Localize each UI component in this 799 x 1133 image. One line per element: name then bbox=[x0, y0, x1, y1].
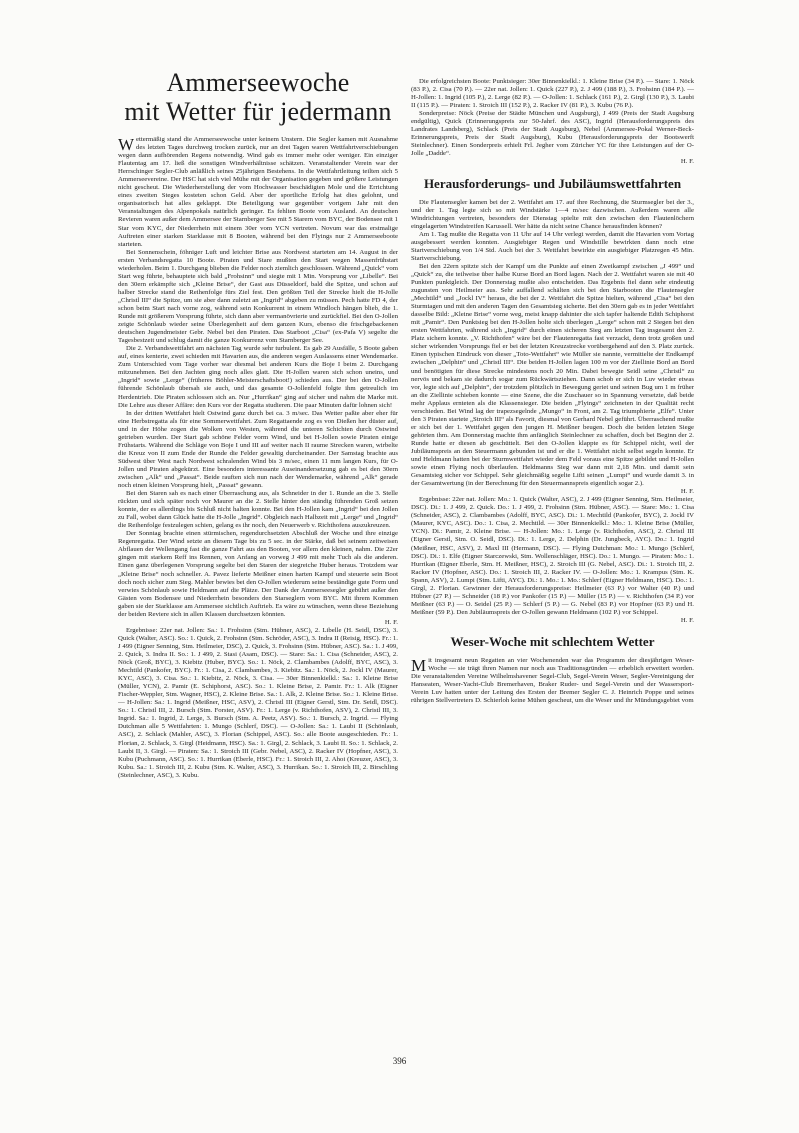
paragraph: Der Sonntag brachte einen stürmischen, regendurchsetzten Abschluß der Woche und ihre einzige Regenregatta. Der Wind setzte an diesem Tage bis zu 5 sec. in der Stärke, daß bei seinem zeitweisen Abflauen der Wellengang fast die ganze Fahrt aus den Booten, vor allem den kleinen, nahm. Die 22er gingen mit starkem Reff ins Rennen, von Anfang an vorweg J 499 mit mehr Tuch als die anderen. Einen ganz überlegenen Vorsprung segelte bei den Staren der siegreiche Huber heraus. Trotzdem war „Kleine Brise“ noch schneller. A. Pavez lieferte Meißner einen harten Kampf und steuerte sein Boot doch noch sicher zum Sieg. Mahler bewies bei den O-Jollen wiederum seine beständige gute Form und verwies Schönlaub sowie Heldmann auf die Plätze. Der Dank der Ammerseesegler gebührt außer den Gästen vom Bodensee und Niederrhein besonders den Starseglern vom BYC. Mit ihrem Kommen gaben sie der Starklasse am Ammersee sichtlich Auftrieb. Es wäre zu wünschen, wenn diese Beziehung der beiden Reviere sich in allen Klassen durchsetzen könnten. bbox=[118, 530, 398, 618]
article-body-ammerseewoche bbox=[118, 136, 398, 780]
results-paragraph: Ergebnisse: 22er nat. Jollen: Sa.: 1. Frohsinn (Stm. Hübner, ASC), 2. Libelle (H. Seidl, DSC), 3. Quick (Walter, ASC). So.: 1. Quick, 2. Frohsinn (Stm. Schröder, ASC), 3. Indra II (Reisig, HSC). Fr.: 1. J 499 (Eigner Senning, Stm. Heilmeier, DSC), 2. Quick, 3. Frohsinn (Stm. Hübner, ASC). Sa.: 1. J 499, 2. Quick, 3. Indra II. So.: 1. J 499, 2. Stasi (Asam, DSC). — Stare: Sa.: 1. Cisa (Schneider, ASC), 2. Nöck (Groß, BYC), 3. Kiebitz (Huber, BYC). So.: 1. Nöck, 2. Clambambes (Adolff, BYC, ASC), 3. Mechtild (Pankofer, BYC). Fr.: 1. Cisa, 2. Clambambes, 3. Kiebitz. Sa.: 1. Nöck, 2. Jockl IV (Maurer, KYC, ASC), 3. Cisa. So.: 1. Kiebitz, 2. Nöck, 3. Cisa. — 30er Binnenkielkl.: Sa.: 1. Kleine Brise (Müller, YCN), 2. Pamir (E. Schiphorst, ASC). So.: 1. Kleine Brise, 2. Pamir. Fr.: 1. Alk (Eigner Fischer-Weppler, Stm. Wagner, HSC), 2. Kleine Brise. Sa.: 1. Alk, 2. Kleine Brise. So.: 1. Kleine Brise. — H-Jollen: Sa.: 1. Ingrid (Meißner, HSC, ASV), 2. Christl III (Eigner Gerstl, Stm. Dr. Seidl, DSC). So.: 1. Christl III, 2. Bursch (Stm. Forster, ASV). Fr.: 1. Lerge (v. Richthofen, ASV), 2. Christl III, 3. Ingrid. Sa.: 1. Ingrid, 2. Lerge, 3. Bursch (Stm. A. Peetz, ASV). So.: 1. Bursch, 2. Ingrid. — Flying Dutchman alle 5 Wettfahrten: 1. Mungo (Schlerf, DSC). — O-Jollen: Sa.: 1. Laubi II (Schönlaub, ASC), 2. Schlack (Mahler, ASC), 3. Florian (Schippel, ASC). So.: alle Boote ausgeschieden. Fr.: 1. Florian, 2. Schlack, 3. Girgl (Heidmann, HSC). Sa.: 1. Girgl, 2. Schlack, 3. Laubi II. So.: 1. Schlack, 2. Laubi II, 3. Girgl. — Piraten: Sa.: 1. Stroich III (Gebr. Nebel, ASC), 2. Racker IV (Hopfner, ASC), 3. Kubu (Puchmann, ASC). So.: 1. Hurrikan (Eberle, HSC). Fr.: 1. Stroich III, 2. Ahoi (Kreuzer, ASC), 3. Kubu. Sa.: 1. Stroich III, 2. Kubu (Stm. K. Walter, ASC), 3. Hurrikan. So.: 1. Stroich III, 2. Birschling (Steinlechner, ASC), 3. Kubu. bbox=[118, 626, 398, 779]
paragraph: In der dritten Wettfahrt hielt Ostwind ganz durch bei ca. 3 m/sec. Das Wetter paßte aber eher für eine Herbstregatta als für eine Sommerwettfahrt. Zum Regattaende zog es von Dießen her düster auf, und in der Höhe zogen die Wolken von Westen, während die unteren Schichten durch Ostwind getrieben wurden. Der Start gab schöne Felder vorm Wind, und bei H-Jollen sowie Piraten einige Frühstarts. Während die Schläge von Boje I und III auf weiter nach II raume Strecken waren, wirbelte die Kreuz von II zum Ende der Runde die Felder gewaltig durcheinander. Der Samstag brachte aus Südwest über West nach Nordwest schralenden Wind bis 3 m/sec, einen 11 mm langen Kurs, für O-Jollen und Piraten abgekürzt. Eine besonders interessante Auseinandersetzung gab es bei den 30ern zwischen „Alk“ und „Passat“. Beide rauften sich nun nach der Wendemarke, während „Alk“ gerade noch einen kleinen Vorsprung hielt, „Passat“ gewann. bbox=[118, 409, 398, 490]
author-signature: H. F. bbox=[680, 616, 694, 624]
paragraph: Die Flautensegler kamen bei der 2. Wettfahrt am 17. auf ihre Rechnung, die Sturmsegler bei der 3., und der 1. Tag legte sich so mit Windstärke 1—4 m/sec dazwischen. Außerdem waren alle Windrichtungen vertreten, besonders der Dienstag spielte mit den zwischen den Flautenlöchern eingelagerten Windstreifen Karussell. Wer hätte da nicht seine Chance herausfinden können? bbox=[411, 198, 694, 230]
dropcap: M bbox=[411, 656, 427, 675]
results-paragraph: Die erfolgreichsten Boote: Punktsieger: 30er Binnenkielkl.: 1. Kleine Brise (34 P.). — Stare: 1. Nöck (83 P.), 2. Cisa (70 P.). — 22er nat. Jollen: 1. Quick (227 P.), 2. J 499 (188 P.), 3. Frohsinn (184 P.). — H-Jollen: 1. Ingrid (105 P.), 2. Lerge (82 P.). — O-Jollen: 1. Schlack (161 P.), 2. Girgl (130 P.), 3. Laubi II (115 P.). — Piraten: 1. Stroich III (152 P.), 2. Racker IV (81 P.), 3. Kubu (76 P.). bbox=[411, 78, 694, 110]
right-column bbox=[411, 78, 694, 705]
title-line-2: mit Wetter für jedermann bbox=[124, 97, 392, 126]
article-title-weser-woche: Weser-Woche mit schlechtem Wetter bbox=[450, 634, 655, 649]
paragraph: Am 1. Tag mußte die Regatta von 11 Uhr auf 14 Uhr verlegt werden, damit die Havarien vom Vortag ausgebessert werden konnten. Ausgiebiger Regen und Windstille bewirkten dann noch eine Startverschiebung von 1/4 Std. Auch bei der 3. Wettfahrt bewirkte ein ausgiebiger Platzregen 45 Min. Startverschiebung. bbox=[411, 230, 694, 262]
paragraph: Bei den Staren sah es nach einer Überraschung aus, als Schneider in der 1. Runde an die 3. Stelle rückten und sich später noch vor Maurer an die 2. Stelle hinter den ständig führenden Groß setzen konnte, der es allerdings bis Schluß nicht halten konnte. Bei den H-Jollen kam „Ingrid“ bei den Jollen zu Fall, wobei dann Glück hatte die H-Jolle „Ingrid“. Obgleich nach Halbzeit mit „Lerge“ und „Ingrid“ die Reihenfolge festzulegen schien, gelang es ihr noch, den Neuerwerb v. Richthofens auszukreuzen. bbox=[118, 490, 398, 530]
author-signature: H. F. bbox=[384, 618, 398, 626]
article-title-herausforderung: Herausforderungs- und Jubiläumswettfahrten bbox=[423, 175, 682, 191]
paragraph: Die 2. Verbandswettfahrt am nächsten Tag wurde sehr turbulent. Es gab 29 Ausfälle, 5 Boote gaben auf, eines kenterte, zwei schieden mit Havarien aus, die anderen wegen Auslassens einer Wendemarke. Zum Unterschied vom Tage vorher war diesmal bei anderen Kurs die Boje I beim 2. Durchgang mitzunehmen. Bei den Jachten ging noch alles glatt. Die H-Jollen waren sich schon uneins, und „Ingrid“ sowie „Lerge“ (früheres Böhler-Meisterschaftsboot!) schieden aus. Der bei den O-Jollen führende Schönlaub übersah sie auch, und das gesamte O-Jollenfeld folgte ihm getreulich im Herdentrieb. Die Piraten schlossen sich an. Nur „Hurrikan“ ging auf sicher und nahm die Marke mit. Die Lehre aus dieser Affäre: den Kurs vor der Regatta studieren. Die paar Minuten dafür lohnen sich! bbox=[118, 345, 398, 409]
page-number: 396 bbox=[392, 1056, 407, 1066]
author-signature: H. F. bbox=[680, 158, 694, 166]
paragraph: Wettermäßig stand die Ammerseewoche unter keinem Unstern. Die Segler kamen mit Ausnahme des letzten Tages durchweg trocken zurück, nur an drei Tagen waren Wettfahrtverschiebungen wegen dann aufhörenden Regens notwendig. Wind gab es immer mehr oder weniger. Ein einziger Flautentag am 17. ließ die sonstigen Windverhältnisse schätzen. Veranstaltender Verein war der Herrschinger Segler-Club anläßlich seines 25jährigen Bestehens. In die Wettfahrtleitung teilten sich 5 Ammerseevereine. Der HSC hat sich viel Mühe mit der Organisation gegeben und größere Leistungen nicht gescheut. Die Wiederherstellung der vom Hochwasser beschädigten Mole und die Errichtung eines zweiten Steges kosteten schon Geld. Aber der sportliche Erfolg hat dies gelohnt, und organisatorisch hat alles geklappt. Die Beteiligung war gegenüber vorigem Jahr mit den Veranstaltungen des Alpenpokals natürlich geringer. Es fehlten Boote vom Ausland. An deutschen Revieren waren außer dem Ammersee der Starnberger See mit 5 Starern vom BYC, der Bodensee mit 1 Star vom KYC, der Niederrhein mit einem 30er vom YCN vertreten. Novum war das erstmalige Auftreten einer starken Starklasse mit 8 Booten, während bei den Flyings nur 2 Ammerseeboote starteten. bbox=[118, 136, 398, 248]
title-line-1: Ammerseewoche bbox=[166, 68, 350, 97]
article-title-ammerseewoche bbox=[118, 68, 398, 126]
results-paragraph: Ergebnisse: 22er nat. Jollen: Mo.: 1. Quick (Walter, ASC), 2. J 499 (Eigner Senning, Stm. Heilmeier, DSC). Di.: 1. J 499, 2. Quick. Do.: 1. J 499, 2. Frohsinn (Stm. Hübner, ASC). — Stare: Mo.: 1. Cisa (Schneider, ASC), 2. Clambambes (Adolff, BYC, ASC). Di.: 1. Mechtild (Pankofer, BYC), 2. Jockl IV (Maurer, KYC, ASC). Do.: 1. Cisa, 2. Mechtild. — 30er Binnenkielkl.: Mo.: 1. Kleine Brise (Müller, YCN). Di.: Pamir, 2. Kleine Brise. — H-Jollen: Mo.: 1. Lerge (v. Richthofen, ASC), 2. Christl III (Eigner Gerstl, Stm. O. Seidl, DSC). Di.: 1. Lerge, 2. Delphin (Dr. Jungbeck, AYC). Do.: 1. Ingrid (Meißner, HSC, ASV), 2. Maxl III (Hermann, DSC). — Flying Dutchman: Mo.: 1. Mungo (Schlerf, DSC). Di.: 1. Elfe (Eigner Starczewski, Stm. Wollenschläger, HSC). Do.: 1. Mungo. — Piraten: Mo.: 1. Hurrikan (Eigner Eberle, Stm. H. Meißner, HSC), 2. Stroich III (G. Nebel, ASC). Di.: 1. Stroich III, 2. Racker IV (Hopfner, ASC). Do.: 1. Stroich III, 2. Racker IV. — O-Jollen: Mo.: 1. Krampus (Stm. K. Spann, ASV), 2. Lumpi (Stm. Lifti, AYC). Di.: 1. Mo.: 1. Mo.: Schlerf (Eigner Heldmann, HSC). Do.: 1. Girgl, 2. Florian. Gewinner der Herausforderungspreise: Heilmeier (63 P.) vor Walter (40 P.) und Hübner (27 P.) — Schneider (18 P.) vor Pankofer (15 P.) — Müller (15 P.) — v. Richthofen (34 P.) vor Meißner (63 P.) — O. Seidel (25 P.) — Schlerf (5 P.) — G. Nebel (83 P.) vor Hopfner (63 P.) und H. Meißner (59 P.). Den Jubiläumspreis der O-Jollen gewann Heldmann (102 P.) vor Schippel. bbox=[411, 496, 694, 616]
paragraph: Bei Sonnenschein, föhniger Luft und leichter Brise aus Nordwest starteten am 14. August in der ersten Verbandsregatta 10 Boote. Piraten und Stare mußten den Start wegen Massenfrühstart wiederholen. Beim 1. Durchgang blieben die Felder noch ziemlich geschlossen. Während „Quick“ vom Start weg führte, behauptete sich bald „Frohsinn“ und siegte mit 1 Min. Vorsprung vor „Libelle“. Bei den 30ern erkämpfte sich „Kleine Brise“, der Gast aus Düsseldorf, bald die Spitze, und schon auf halber Strecke stand die Reihenfolge fürs Ziel fest. Den größten Teil der Strecke hielt die H-Jolle „Christl III“ die Spitze, um sie aber dann zuletzt an „Ingrid“ abgeben zu müssen. Pech hatte FD 4, der schon beim Start nach vorne zog, während sein Konkurrent in einem Windloch hängen blieb, die 1. Runde mit größerem Vorsprung führte, sich dann aber vermanövrierte und zurückfiel. Bei den O-Jollen zeigte Schönlaub wieder seine Überlegenheit auf dem ganzen Kurs, ebenso die frischgebackenen deutschen Jugendmeister Gebr. Nebel bei den Piraten. Das Starboot „Cisa“ (ex-Pafa V) segelte die Tagesbestzeit und schlug damit die ganze Konkurrenz vom Starnberger See. bbox=[118, 248, 398, 345]
results-paragraph: Sonderpreise: Nöck (Preise der Städte München und Augsburg), J 499 (Preis der Stadt Augsburg endgültig), Quick (Erinnerungspreis zur 50-Jahrf. des ASC), Ingrid (Herausforderungspreis des Landrates Landsberg), Schlack (Preis der Stadt Augsburg), Nebel (Ammersee-Pokal Werner-Beck-Erinnerungspreis, Preis der Stadt Augsburg), Kubu (Herausforderungspreis der Bootswerft Steinlechner). Einen Sonderpreis erhielt Frl. Jegher vom Züricher YC für ihre Leistungen auf der O-Jolle „Dadde“. bbox=[411, 110, 694, 158]
author-signature: H. F. bbox=[680, 488, 694, 496]
left-column bbox=[118, 68, 398, 780]
dropcap: W bbox=[118, 136, 135, 154]
paragraph: Bei den 22ern spitzte sich der Kampf um die Punkte auf einen Zweikampf zwischen „J 499“ und „Quick“ zu, die teilweise über halbe Kurse Bord an Bord lagen. Nach der 2. Wettfahrt waren sie mit 40 Punkten punktgleich. Der Donnerstag mußte also entscheiden. Das Ergebnis fiel dann sehr eindeutig zugunsten von Heilmeier aus. Sehr auffallend schälten sich bei den Starbooten die Flautensegler „Mechtild“ und „Jockl IV“ heraus, die bei der 2. Wettfahrt die Spitze hielten, während „Cisa“ bei den Sturmtagen und mit den anderen Tagen den Gesamtsieg sicherte. Bei den 30ern gab es in jeder Wettfahrt dasselbe Bild: „Kleine Brise“ vorne weg, meist knapp dahinter die sich tapfer haltende Edith Schiphorst mit „Pamir“. Den Punktsieg bei den H-Jollen holte sich überlegen „Lerge“ schon mit 2 Siegen bei den ersten Wettfahrten, während sich „Ingrid“ durch einen sicheren Sieg am letzten Tag insgesamt den 2. Platz sichern konnte. „V. Richthofen“ wäre bei der Flautenregatta fast verzackt, denn trotz großen und sicher wirkenden Vorsprungs fiel er bei der letzten Kreuzstrecke vorübergehend auf den 3. Platz zurück. Einen typischen Eindruck von dieser „Toto-Wettfahrt“ wie Müller sie nannte, vermittelte der Endkampf zwischen „Delphin“ und „Christl III“. Die beiden H-Jollen lagen 100 m vor der Ziellinie Bord an Bord und benötigten für diese Strecke mindestens noch 20 Min. Dabei bewegte Seidl seine „Christl“ zu nervös und bekam sie dadurch sogar zum Rückwärtsziehen. Dann schob er sich in Luv wieder etwas vor, legte sich auf „Delphin“, der trotzdem plötzlich in Bewegung geriet und seinen Bug um 1 m früher an die Ziellinie schieben konnte — eine Szene, die die Zuschauer so in Spannung versetzte, daß beide mehr Applaus ernteten als die Klassensieger. Die beiden „Flyings“ zeichneten in der Qualität recht verschieden. Bei Wind lag der trapezsegelnde „Mungo“ in Front, am 2. Tag triumphierte „Elfe“. Unter den 3 Piraten startete „Stroich III“ als Favorit, diesmal von Gerhard Nebel geführt. Überraschend mußte er sich bei der 1. Wettfahrt gegen den jungen H. Meißner beugen. Doch die beiden letzten Siege gehörten ihm. Am Donnerstag machte ihm anfänglich Steinlechner zu schaffen, doch bei Beginn der 2. Runde hatte er diesen ab geschüttelt. Bei den O-Jollen klappte es für Schippel nicht, weil der Jubiläumspreis an den Steuermann gebunden ist und er die 1. Wettfahrt nicht selbst segeln konnte. Er und Heldmann hatten bei der Sturmwettfahrt wieder dem Feld voraus eine Spitze gebildet und H-Jollen sowie einen Flying noch überlaufen. Heldmanns Sieg war dann mit 2,18 Min. und damit sein Gesamtsieg sicher vor Schippel. Sehr gleichmäßig segelte Lifti seinen „Lumpi“ und wurde damit 3. in der Gesamtwertung (in der Berechnung für den Steuermannspreis eigentlich sogar 2.). bbox=[411, 262, 694, 488]
paragraph: Mit insgesamt neun Regatten an vier Wochenenden war das Programm der diesjährigen Weser-Woche — sie trägt ihren Namen nur noch aus Traditionsgründen — erheblich erweitert worden. Die veranstaltenden Vereine Wilhelmshavener Segel-Club, Segel-Verein Weser, Segler-Vereinigung der Hanseaten, Weser-Yacht-Club Bremerhaven, Braker Ruder- und Segel-Verein und der Wassersport-Verein Luv hatten unter der Leitung des Ersten der Bremer Segler C. J. Heinrich Poppe und seines rührigen Stellvertreters D. Schierloh keine Mühen gescheut, um die Weser und ihr Mündungsgebiet vom bbox=[411, 656, 694, 705]
